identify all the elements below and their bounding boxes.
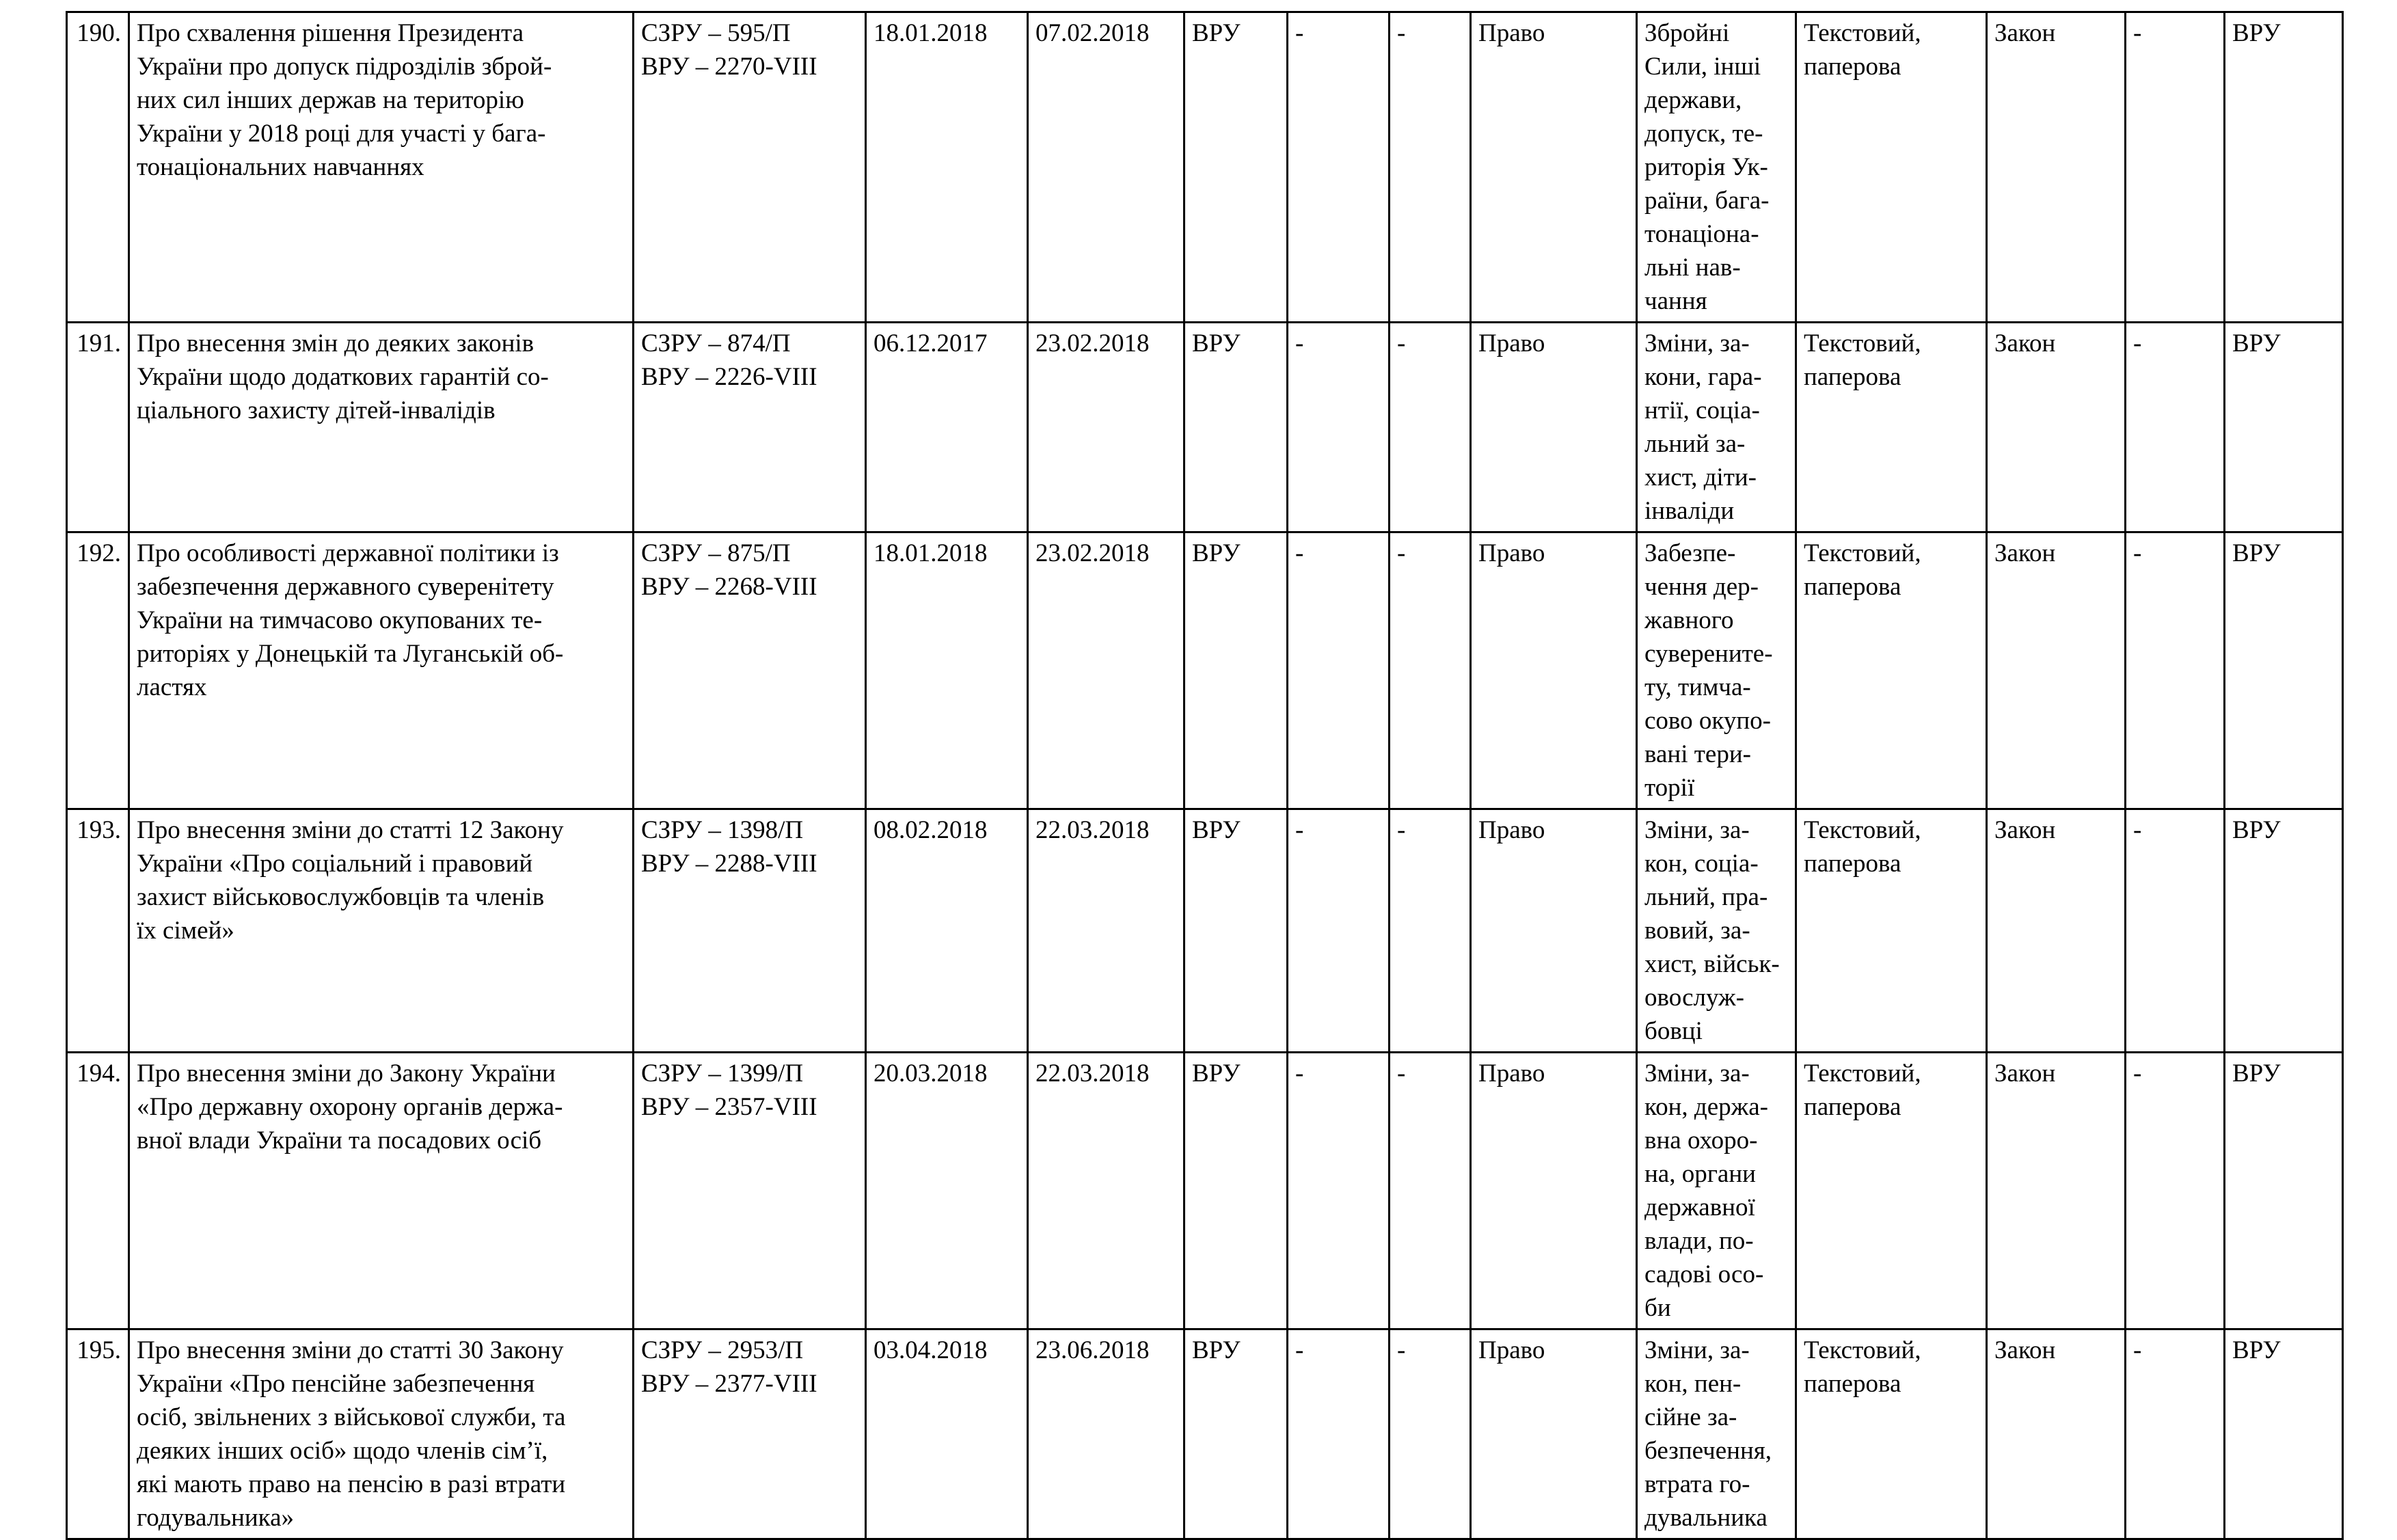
row-number: 191. <box>67 323 129 532</box>
format-cell: Текстовий, паперова <box>1796 1053 1987 1329</box>
document-type: Закон <box>1987 12 2126 323</box>
issuing-body: ВРУ <box>1184 1329 1288 1539</box>
dash-cell: - <box>1390 12 1471 323</box>
issuing-body: ВРУ <box>1184 532 1288 809</box>
entry-date: 23.06.2018 <box>1028 1329 1184 1539</box>
entry-date: 22.03.2018 <box>1028 1053 1184 1329</box>
document-type: Закон <box>1987 532 2126 809</box>
entry-date: 22.03.2018 <box>1028 809 1184 1053</box>
adoption-date: 03.04.2018 <box>866 1329 1028 1539</box>
row-number: 192. <box>67 532 129 809</box>
holder-cell: ВРУ <box>2225 1053 2343 1329</box>
issuing-body: ВРУ <box>1184 1053 1288 1329</box>
dash-cell: - <box>1390 323 1471 532</box>
dash-cell: - <box>1288 1329 1390 1539</box>
document-type: Закон <box>1987 1053 2126 1329</box>
dash-cell: - <box>2126 323 2225 532</box>
adoption-date: 08.02.2018 <box>866 809 1028 1053</box>
dash-cell: - <box>1288 323 1390 532</box>
format-cell: Текстовий, паперова <box>1796 532 1987 809</box>
format-cell: Текстовий, паперова <box>1796 809 1987 1053</box>
issuing-body: ВРУ <box>1184 12 1288 323</box>
adoption-date: 20.03.2018 <box>866 1053 1028 1329</box>
document-title: Про внесення зміни до статті 12 Закону України «Про соціальний і правовий захист військовослужбовців та членів їх сімей» <box>129 809 634 1053</box>
registration-numbers: СЗРУ – 2953/П ВРУ – 2377-VIII <box>634 1329 866 1539</box>
entry-date: 23.02.2018 <box>1028 532 1184 809</box>
dash-cell: - <box>1288 809 1390 1053</box>
entry-date: 23.02.2018 <box>1028 323 1184 532</box>
holder-cell: ВРУ <box>2225 1329 2343 1539</box>
dash-cell: - <box>1288 532 1390 809</box>
issuing-body: ВРУ <box>1184 809 1288 1053</box>
registration-numbers: СЗРУ – 1399/П ВРУ – 2357-VIII <box>634 1053 866 1329</box>
registration-numbers: СЗРУ – 875/П ВРУ – 2268-VIII <box>634 532 866 809</box>
dash-cell: - <box>1390 532 1471 809</box>
format-cell: Текстовий, паперова <box>1796 12 1987 323</box>
dash-cell: - <box>2126 1329 2225 1539</box>
adoption-date: 06.12.2017 <box>866 323 1028 532</box>
row-number: 190. <box>67 12 129 323</box>
document-title: Про внесення зміни до Закону України «Про державну охорону органів держа- вної влади України та посадових осіб <box>129 1053 634 1329</box>
branch-cell: Право <box>1471 1053 1637 1329</box>
table-row <box>67 1053 2343 1329</box>
keywords-cell: Зміни, за- кон, пен- сійне за- безпечення, втрата го- дувальника <box>1637 1329 1796 1539</box>
table-row <box>67 323 2343 532</box>
keywords-cell: Забезпе- чення дер- жавного суверените- ту, тимча- сово окупо- вані тери- торії <box>1637 532 1796 809</box>
dash-cell: - <box>1288 1053 1390 1329</box>
dash-cell: - <box>1390 809 1471 1053</box>
document-title: Про внесення змін до деяких законів України щодо додаткових гарантій со- ціального захисту дітей-інвалідів <box>129 323 634 532</box>
registration-numbers: СЗРУ – 874/П ВРУ – 2226-VIII <box>634 323 866 532</box>
dash-cell: - <box>1390 1329 1471 1539</box>
adoption-date: 18.01.2018 <box>866 12 1028 323</box>
branch-cell: Право <box>1471 809 1637 1053</box>
row-number: 193. <box>67 809 129 1053</box>
entry-date: 07.02.2018 <box>1028 12 1184 323</box>
holder-cell: ВРУ <box>2225 323 2343 532</box>
branch-cell: Право <box>1471 1329 1637 1539</box>
dash-cell: - <box>2126 12 2225 323</box>
document-title: Про схвалення рішення Президента України про допуск підрозділів зброй- них сил інших держав на територію України у 2018 році для участі у бага- тонаціональних навчаннях <box>129 12 634 323</box>
keywords-cell: Збройні Сили, інші держави, допуск, те- риторія Ук- раїни, бага- тонаціона- льні нав- чання <box>1637 12 1796 323</box>
registration-numbers: СЗРУ – 595/П ВРУ – 2270-VIII <box>634 12 866 323</box>
document-type: Закон <box>1987 1329 2126 1539</box>
document-type: Закон <box>1987 323 2126 532</box>
holder-cell: ВРУ <box>2225 12 2343 323</box>
row-number: 195. <box>67 1329 129 1539</box>
holder-cell: ВРУ <box>2225 809 2343 1053</box>
keywords-cell: Зміни, за- кони, гара- нтії, соціа- льний за- хист, діти- інваліди <box>1637 323 1796 532</box>
table-row <box>67 12 2343 323</box>
branch-cell: Право <box>1471 12 1637 323</box>
document-type: Закон <box>1987 809 2126 1053</box>
dash-cell: - <box>2126 532 2225 809</box>
document-title: Про особливості державної політики із забезпечення державного суверенітету України на тимчасово окупованих те- риторіях у Донецькій та Луганській об- ластях <box>129 532 634 809</box>
format-cell: Текстовий, паперова <box>1796 323 1987 532</box>
branch-cell: Право <box>1471 532 1637 809</box>
row-number: 194. <box>67 1053 129 1329</box>
holder-cell: ВРУ <box>2225 532 2343 809</box>
table-row <box>67 809 2343 1053</box>
format-cell: Текстовий, паперова <box>1796 1329 1987 1539</box>
document-registry-table <box>66 11 2344 1540</box>
adoption-date: 18.01.2018 <box>866 532 1028 809</box>
branch-cell: Право <box>1471 323 1637 532</box>
dash-cell: - <box>1288 12 1390 323</box>
table-row <box>67 1329 2343 1539</box>
dash-cell: - <box>2126 1053 2225 1329</box>
issuing-body: ВРУ <box>1184 323 1288 532</box>
keywords-cell: Зміни, за- кон, соціа- льний, пра- вовий, за- хист, військ- овослуж- бовці <box>1637 809 1796 1053</box>
registration-numbers: СЗРУ – 1398/П ВРУ – 2288-VIII <box>634 809 866 1053</box>
dash-cell: - <box>1390 1053 1471 1329</box>
document-title: Про внесення зміни до статті 30 Закону України «Про пенсійне забезпечення осіб, звільнених з військової служби, та деяких інших осіб» щодо членів сім’ї, які мають право на пенсію в разі втрати годувальника» <box>129 1329 634 1539</box>
dash-cell: - <box>2126 809 2225 1053</box>
keywords-cell: Зміни, за- кон, держа- вна охоро- на, органи державної влади, по- садові осо- би <box>1637 1053 1796 1329</box>
table-row <box>67 532 2343 809</box>
